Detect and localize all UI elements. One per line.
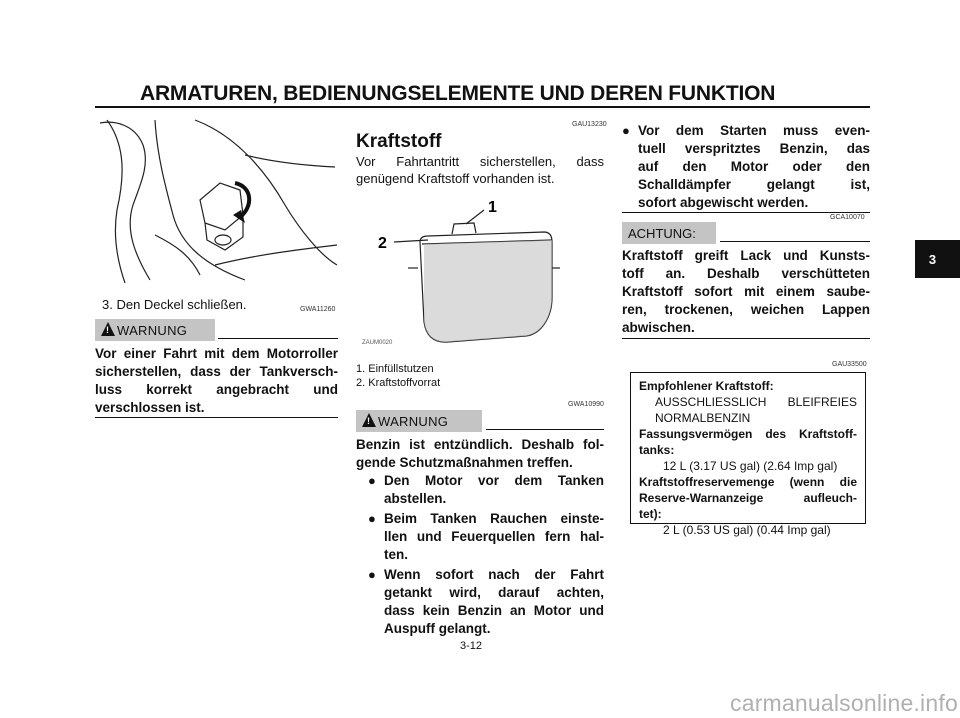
caution-badge <box>622 222 716 244</box>
spec-value-reserve: 2 L (0.53 US gal) (0.44 Imp gal) <box>663 523 831 537</box>
fuel-spec-box <box>630 372 866 537</box>
spec-label-reserve-3: tet): <box>639 507 662 521</box>
caution-end-rule <box>622 338 870 339</box>
caution-line: abwischen. <box>622 320 695 335</box>
spec-value-capacity: 12 L (3.17 US gal) (2.64 Imp gal) <box>663 459 838 473</box>
figure-label-1: 1 <box>488 199 497 216</box>
bullet-line: Wenn sofort nach der Fahrt <box>384 567 604 582</box>
warning-line: Vor einer Fahrt mit dem Motorroller <box>95 346 338 361</box>
bullet-item <box>368 566 604 638</box>
bullet-line: Auspuff gelangt. <box>384 621 491 636</box>
bullet-line: getankt wird, darauf achten, <box>384 585 604 600</box>
bullet-line: dass kein Benzin an Motor und <box>384 603 604 618</box>
warning-label-middle: WARNUNG <box>378 413 449 429</box>
header-rule <box>95 106 870 108</box>
warning-end-rule-left <box>95 417 338 418</box>
warning-rule-middle <box>486 429 604 430</box>
warning-rule-left <box>218 338 338 339</box>
legend-item: 2. Kraftstoffvorrat <box>356 377 441 389</box>
figure-label-2: 2 <box>378 235 387 252</box>
code-gau33500: GAU33500 <box>832 361 867 368</box>
chapter-tab-label: 3 <box>928 251 937 267</box>
warning-line: gende Schutzmaßnahmen treffen. <box>356 455 573 470</box>
cap-closing-illustration <box>95 115 340 285</box>
bullet-dot-icon: ● <box>622 123 630 138</box>
warning-label-left: WARNUNG <box>117 322 188 338</box>
bullet-line: Den Motor vor dem Tanken <box>384 473 604 488</box>
bullet-line: Beim Tanken Rauchen einste- <box>384 511 604 526</box>
caution-line: ren, trockenen, weichen Lappen <box>622 302 870 317</box>
caution-line: toff an. Deshalb verschütteten <box>622 266 870 281</box>
spec-label-capacity-2: tanks: <box>639 443 675 457</box>
spec-label-reserve-2: Reserve-Warnanzeige aufleuch- <box>639 491 857 505</box>
intro-line: genügend Kraftstoff vorhanden ist. <box>356 171 555 186</box>
bullet-line: Schalldämpfer gelangt ist, <box>638 177 870 192</box>
code-gau13230: GAU13230 <box>572 121 607 128</box>
bullet-line: abstellen. <box>384 491 447 506</box>
warning-line: verschlossen ist. <box>95 400 205 415</box>
code-gwa10990: GWA10990 <box>568 401 604 408</box>
bullet-line: auf den Motor oder den <box>638 159 870 174</box>
caution-rule <box>720 241 870 242</box>
caution-line: Kraftstoff sofort mit einem saube- <box>622 284 870 299</box>
warning-badge-middle <box>356 410 482 432</box>
warning-text-left <box>95 345 338 417</box>
bullet-item <box>368 472 604 508</box>
bullet-line: llen und Feuerquellen fern hal- <box>384 529 604 544</box>
bullet-dot-icon: ● <box>368 473 376 488</box>
spec-value-fuel-2: NORMALBENZIN <box>655 411 751 425</box>
spec-value-fuel: AUSSCHLIESSLICH BLEIFREIES <box>655 395 857 409</box>
caution-label: ACHTUNG: <box>628 225 696 241</box>
chapter-tab <box>915 240 960 278</box>
warning-triangle-icon: ! <box>101 322 115 336</box>
intro-text <box>356 153 604 187</box>
warning-line: sicherstellen, dass der Tankversch- <box>95 364 338 379</box>
bullet-line: ten. <box>384 547 409 562</box>
code-gwa11260: GWA11260 <box>300 306 336 313</box>
warning-bullets-middle <box>368 472 604 638</box>
watermark: carmanualsonline.info <box>730 690 958 716</box>
warning-badge-left <box>95 319 215 341</box>
bullet-item <box>622 122 870 212</box>
code-gca10070: GCA10070 <box>830 214 865 221</box>
page-number: 3-12 <box>460 640 483 652</box>
warning-line: luss korrekt angebracht und <box>95 382 338 397</box>
intro-line: Vor Fahrtantritt sicherstellen, dass <box>356 154 604 169</box>
warning-intro-middle <box>356 436 604 472</box>
spec-label-reserve: Kraftstoffreservemenge (wenn die <box>639 475 857 489</box>
figure-legend <box>356 362 440 390</box>
fuel-tank-illustration <box>356 196 604 348</box>
section-heading-kraftstoff: Kraftstoff <box>356 131 442 152</box>
step-3-text: 3. Den Deckel schließen. <box>102 297 247 312</box>
caution-line: Kraftstoff greift Lack und Kunsts- <box>622 248 870 263</box>
legend-item: 1. Einfüllstutzen <box>356 363 434 375</box>
caution-text <box>622 247 870 337</box>
bullet-dot-icon: ● <box>368 567 376 582</box>
warning-triangle-icon: ! <box>362 413 376 427</box>
bullet-line: tuell verspritztes Benzin, das <box>638 141 870 156</box>
bullet-dot-icon: ● <box>368 511 376 526</box>
page-header-title: ARMATUREN, BEDIENUNGSELEMENTE UND DEREN FUNKTION <box>140 82 776 105</box>
bullet-right <box>622 122 870 212</box>
bullet-line: sofort abgewischt werden. <box>638 195 809 210</box>
bullet-item <box>368 510 604 564</box>
bullet-line: Vor dem Starten muss even- <box>638 123 870 138</box>
figure-code: ZAUM0020 <box>362 340 393 346</box>
spec-label-capacity: Fassungsvermögen des Kraftstoff- <box>639 427 857 441</box>
spec-label-fuel: Empfohlener Kraftstoff: <box>639 379 774 393</box>
warning-line: Benzin ist entzündlich. Deshalb fol- <box>356 437 604 452</box>
bullet-end-rule-right <box>622 212 870 213</box>
